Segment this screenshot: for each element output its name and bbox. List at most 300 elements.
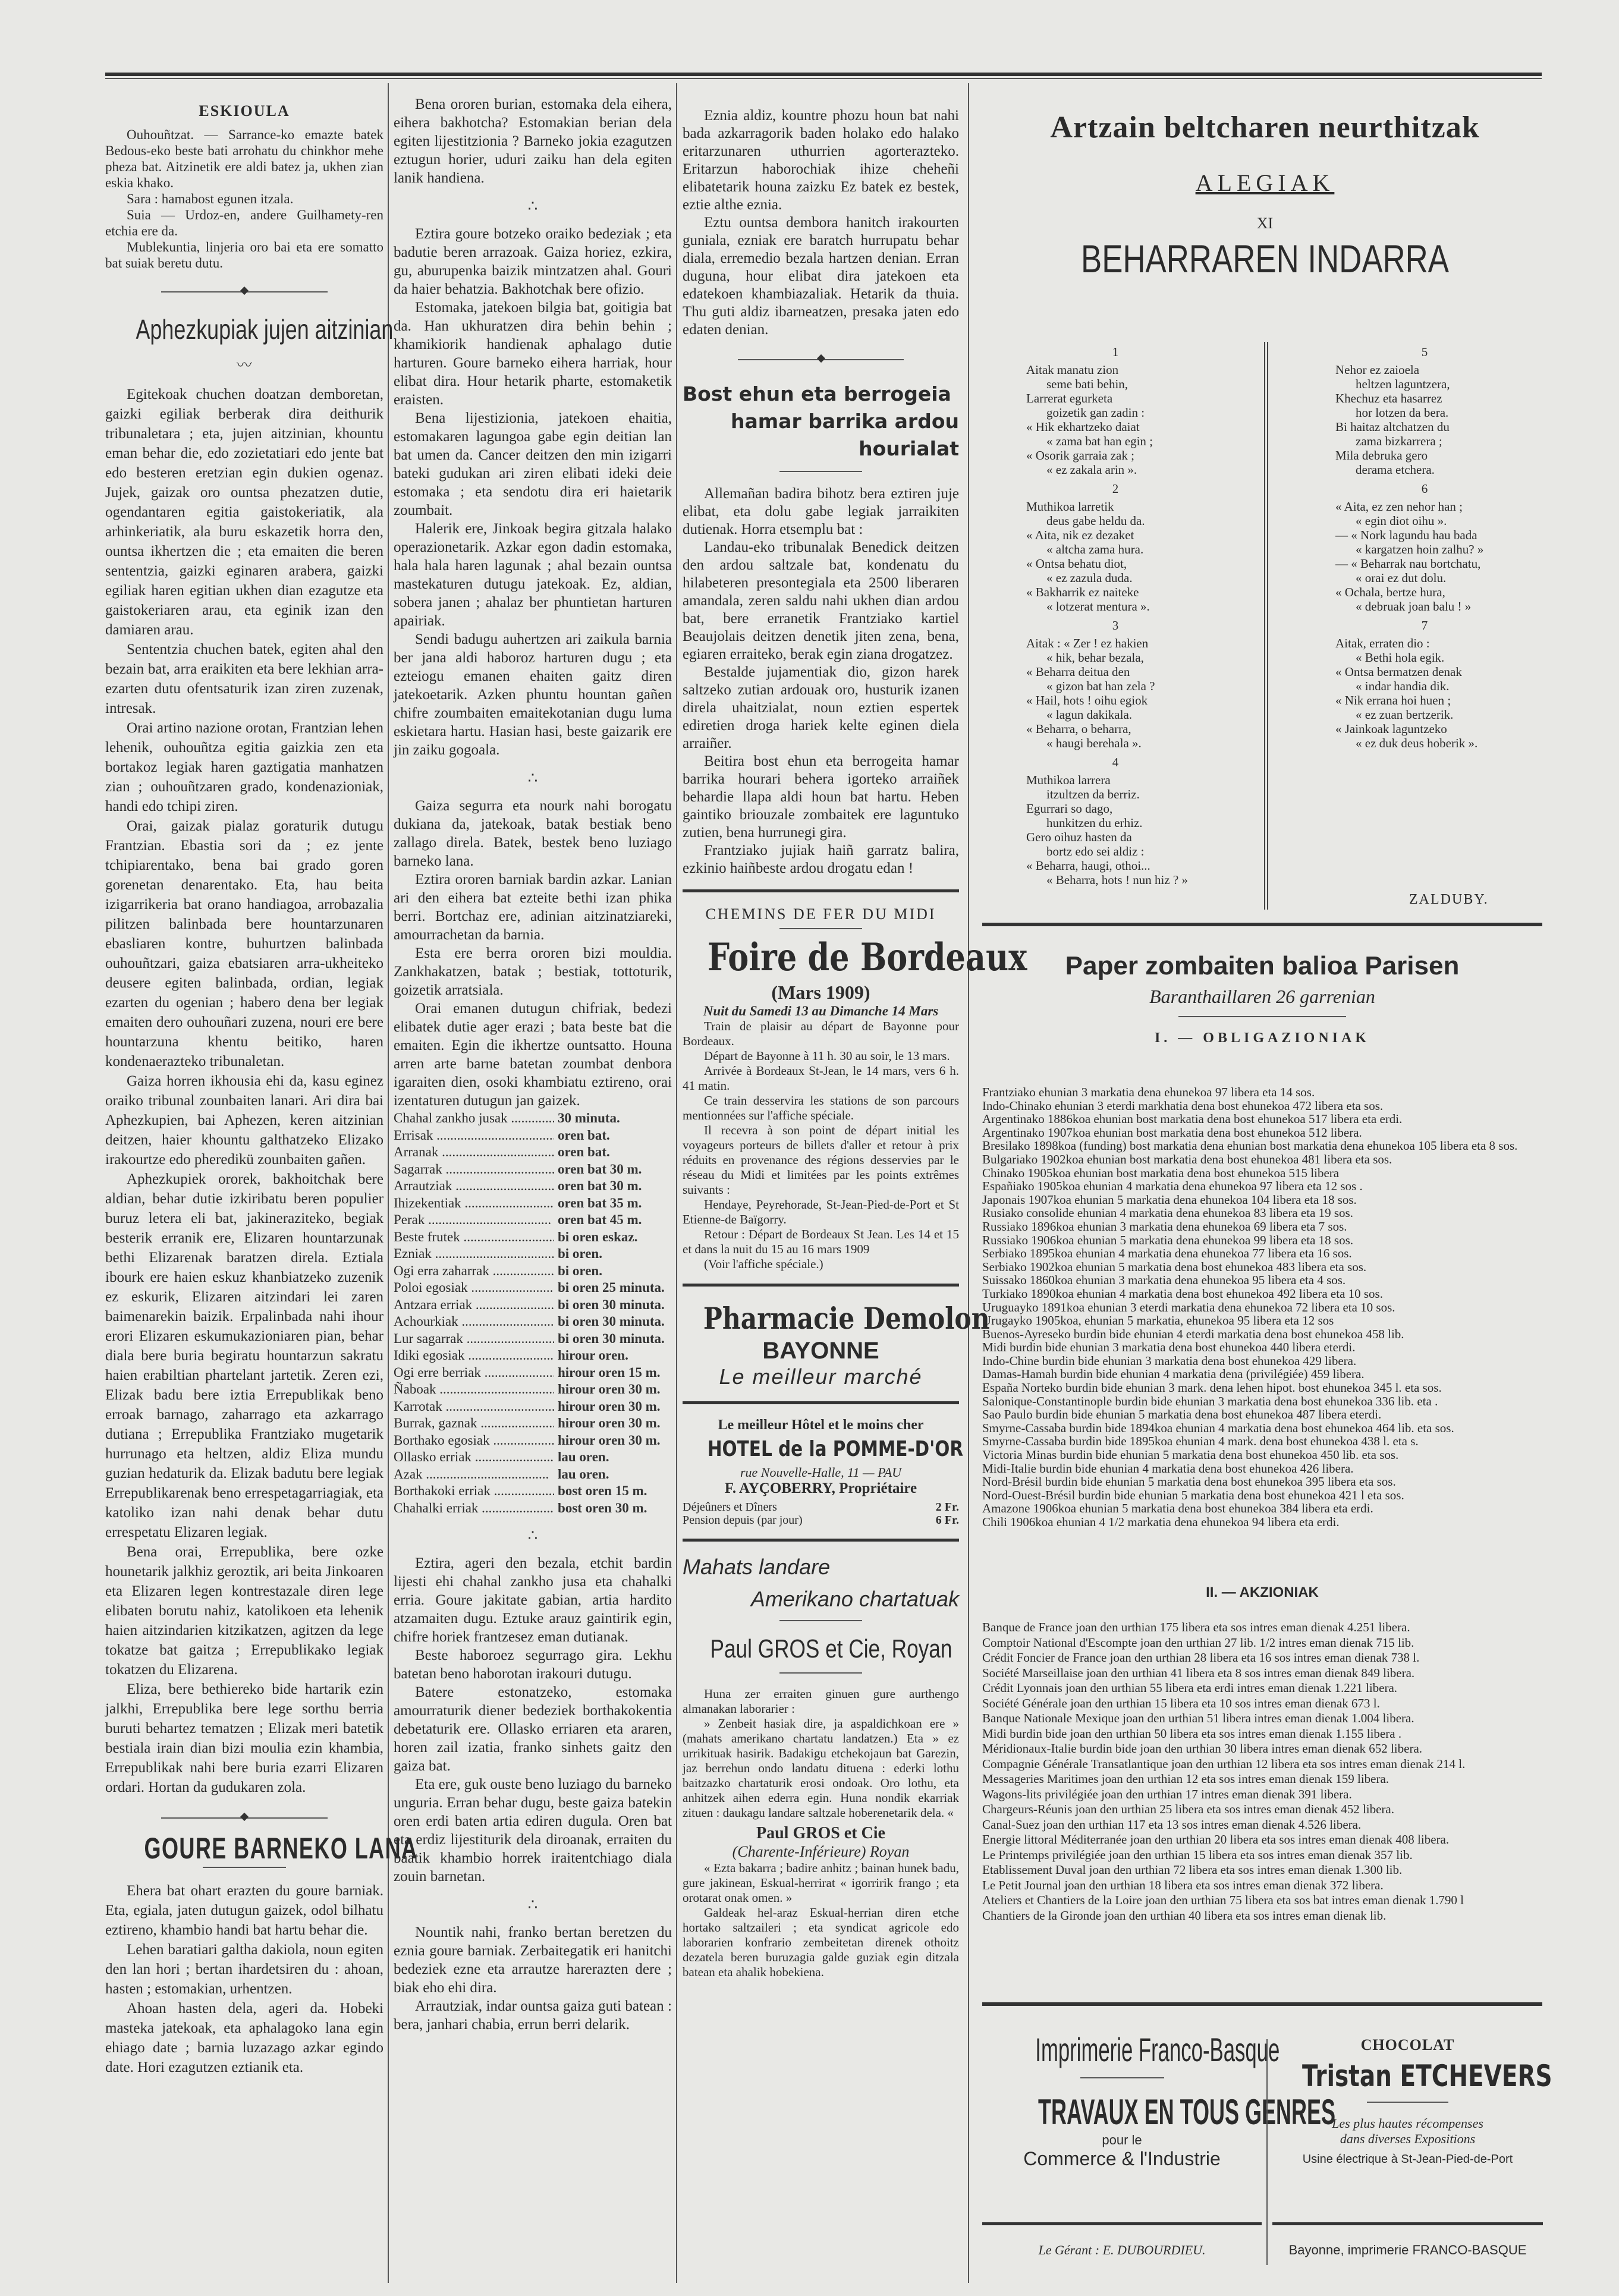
table-row [394,1229,672,1246]
paragraph: Sara : hamabost egunen itzala. [127,191,294,206]
verse-line: « ez duk deus hoberik ». [1356,736,1478,750]
paragraph: Eznia aldiz, kountre phozu houn bat nahi bada azkarragorik baden holako edo halako eritarzunaren uthurrien agorterazteko. Eritarzun haborochiak ihize cheheñi elibatetarik houna zaizku Ez batek ez bestek, eztie althe eznia. [683,108,959,213]
verse-line: — « Nork lagundu hau bada [1335,528,1477,542]
digestion-time: bost oren 30 m. [558,1500,647,1515]
food-name: Achourkiak ..... [394,1313,554,1331]
digestion-time: bi oren 30 minuta. [558,1297,665,1312]
stanza-number: 4 [1112,755,1119,769]
price-entry: Indo-Chine burdin bide ehunian 3 markatia dena bost ehunekoa 429 libera. [982,1353,1357,1368]
paragraph: Galdeak hel-araz Eskual-herrian diren etche hortako saltzaileri ; eta syndicat agricole edo laborarien konfrario zembeitetan direnek othoitz dezatela beren buruzagia galde guziak egin ditzala batean eta ahalik hobekiena. [683,1905,959,1979]
table-row [394,1500,672,1517]
digestion-time: bi oren 30 minuta. [558,1314,665,1329]
ad-divider [1266,2039,1268,2265]
digestion-time: oren bat 30 m. [558,1161,642,1177]
short-rule [1367,2102,1448,2103]
stanza-number: 5 [1421,345,1428,359]
verse-line: « hik, behar bezala, [1046,650,1144,665]
price-entry: Serbiako 1902koa ehunian 5 markatia dena bost ehunekoa 483 libera eta sos. [982,1259,1367,1274]
verse-line: « Bethi hola egik. [1356,650,1445,665]
price-entry: Bulgariako 1902koa ehunian bost markatia dena bost ehunekoa 481 libera eta sos. [982,1152,1392,1166]
price-entry: Midi burdin bide joan den urthian 50 libera eta sos intres eman dienak 1.155 libera . [982,1726,1402,1741]
verse-line: « Beharra, haugi, othoi... [1026,858,1150,873]
paragraph: Eliza, bere bethiereko bide hartarik ezin jalkhi, Errepublika bere lege sorthu berria buruti behartez tematzen ; Elizak meri batetik bestiala irain dian bizi moulia ezin khambia, Errepublikak nahi bere buria ezarri Elizaren ordari. Hortan da gudukaren zola. [105,1681,383,1795]
price-entry: Crédit Foncier de France joan den urthian 28 libera eta 16 sos intres eman dienak 738 l. [982,1650,1420,1665]
article-eskioula [105,127,383,271]
table-row [394,1110,672,1127]
digestion-time: bi oren. [558,1263,602,1278]
poem-column-left [1026,340,1205,887]
food-name: Beste frutek ..... [394,1229,554,1246]
price-entry: Nord-Ouest-Brésil burdin bide ehunian 5 markatia dena bost ehunekoa 421 l eta sos. [982,1487,1404,1502]
table-row [394,1178,672,1195]
price-item: Pension depuis (par jour) [683,1514,803,1527]
digestion-time: hirour oren 30 m. [558,1382,661,1397]
food-name: Errisak ..... [394,1127,554,1144]
article-continued [394,1554,672,1886]
digestion-time-table [394,1110,672,1517]
verse-line: « Ochala, bertze hura, [1335,585,1445,599]
column-divider [388,83,389,2283]
food-name: Chahalki erriak ..... [394,1500,554,1517]
share-price-list [982,1620,1544,1923]
digestion-time: oren bat 30 m. [558,1178,642,1193]
price-entry: Indo-Chinako ehunian 3 eterdi markhatia dena bost ehunekoa 472 libera eta sos. [982,1098,1384,1113]
verse-line: hunkitzen du erhiz. [1046,816,1143,830]
price-entry: Rusiako consolide ehunian 4 markatia dena ehunekoa 83 libera eta 19 sos. [982,1206,1353,1221]
price-entry: Smyrne-Cassaba burdin bide 1895koa ehunian 4 mark. dena bost ehunekoa 438 l. eta s. [982,1434,1419,1449]
masthead-rule [105,73,1542,79]
paragraph: Bena lijestizionia, jatekoen ehaitia, estomakaren lagungoa gabe egin deitian lan bat umen da. Cancer deitzen den min izigarri bateki gudukan ari ziren elibati ideki deie estomaka ; eta sendotu dira eri haietarik zoumbait. [394,410,672,518]
price-entry: Société Marseillaise joan den urthian 41 libera eta 8 sos intres eman dienak 849 libera. [982,1665,1415,1680]
food-name: Ihizekentiak ..... [394,1195,554,1212]
separator: ∴ [527,1527,538,1544]
paragraph: Ehera bat ohart erazten du goure barniak. Eta, egiala, jaten dutugun gaizek, odol bilhatu eztireno, khambio handi bat hartu behar die. [105,1883,383,1938]
paragraph: Orai, gaizak pialaz goraturik dutugu Frantzian. Ebastia sori da ; ez jente tchipiarentako, bena bai grado goren gorenetan denarentako. Eta, hau beita izigarrikeria bat orano handiagoa, arrobazalia pilitzen balinbada bere hountarzunaren ebasliaren kontre, buhurtzen balinbada ouhouñtzari, gaiza ebatsiaren arra-ukheiteko deusere egiten balinbada, ordian, legiak ezarten du ogenian ; habero dena ber legiak emaiten dero ouhouñari zuzena, nouri ere bere hountarzuna khentu beitiko, haren kondenaerazteko tribunaletan. [105,818,383,1070]
bond-price-list [982,1086,1544,1529]
price-entry: Urugayko 1905koa, ehunian 5 markatia, ehunekoa 95 libera eta 12 sos [982,1313,1334,1328]
verse-line: « Hik ekhartzeko daiat [1026,420,1140,434]
ad-subtitle: Nuit du Samedi 13 au Dimanche 14 Mars [703,1004,939,1018]
table-row [394,1279,672,1297]
paragraph: Landau-eko tribunalak Benedick deitzen den ardou saltzale bat, kondenatu du hilabeteren presontegiala eta 2500 liberaren amandala, zeren saldu nahi ukhen dian ardou bat, bere erranetik Frantziako kartiel Beaujolais deitzen denetik jiten zena, bena, egiaren erraiteko, berak egin ziana drogatzez. [683,539,959,662]
verse-line: « Beharra deitua den [1026,665,1130,679]
paragraph: Ahoan hasten dela, ageri da. Hobeki masteka jatekoak, eta aphalagoko lana egin ehiago date ; barnia luzazago azkar egindo date. Hori ezagutzen eztianik eta. [105,2001,383,2075]
digestion-time: bi oren 30 minuta. [558,1331,665,1346]
verse-line: « lotzerat mentura ». [1046,599,1150,614]
verse-line: « Bakharrik ez naiteke [1026,585,1139,599]
verse-line: Muthikoa larrera [1026,773,1111,787]
price-entry: Ateliers et Chantiers de la Loire joan den urthian 75 libera eta sos bat intres eman dienak 1.790 l [982,1893,1464,1907]
verse-line: seme bati behin, [1046,377,1128,391]
price-entry: Méridionaux-Italie burdin bide joan den urthian 30 libera intres eman dienak 652 libera. [982,1741,1423,1756]
ad-owner: F. AYÇOBERRY, Propriétaire [724,1480,917,1496]
title-line: Bost ehun eta berrogeia [683,382,951,405]
digestion-time: bi oren. [558,1246,602,1261]
price-entry: Banque Nationale Mexique joan den urthian 51 libera intres eman dienak 1.004 libera. [982,1711,1414,1725]
food-name: Arrautziak ..... [394,1178,554,1195]
verse-line: heltzen laguntzera, [1356,377,1450,391]
food-name: Karrotak ..... [394,1398,554,1416]
digestion-time: hirour oren 30 m. [558,1432,661,1448]
ad-city: BAYONNE [762,1338,879,1364]
ad-address: Usine électrique à St-Jean-Pied-de-Port [1302,2153,1513,2166]
paragraph: Bena orai, Errepublika, bere ozke hounetarik jalkhiz geroztik, ari beita Jinkoaren eta Elizaren legen kontrestazale diren lege elibaten borutu nahiz, katolikoen eta lehenik haien aitzindarien kitzikatzen, agitzen da lege tokatze bat gaitza ; Errepublikako legiak tokatzen du Elizarena. [105,1544,383,1678]
price-value: 6 Fr. [935,1514,959,1527]
ad-text: Les plus hautes récompenses [1332,2116,1483,2131]
price-entry: Comptoir National d'Escompte joan den urthian 27 lib. 1/2 intres eman dienak 715 lib. [982,1635,1414,1650]
digestion-time: bi oren eskaz. [558,1229,638,1244]
food-name: Azak ..... [394,1466,554,1483]
price-entry: Turkiako 1890koa ehunian 4 markatia dena bost ehunekoa 492 libera eta 10 sos. [982,1286,1383,1301]
series-title: Artzain beltcharen neurthitzak [1050,111,1480,144]
author-signature: ZALDUBY. [1409,892,1489,907]
price-entry: Sao Paulo burdin bide ehunian 5 markatia dena bost ehunekoa 487 libera eterdi. [982,1407,1382,1422]
verse-line: « Jainkoak laguntzeko [1335,722,1447,736]
digestion-time: hirour oren 30 m. [558,1398,661,1414]
section-heading-akzioniak: II. — AKZIONIAK [1206,1584,1319,1600]
price-entry: Buenos-Ayreseko burdin bide ehunian 4 eterdi markatia dena bost ehunekoa 458 lib. [982,1326,1404,1341]
ad-slogan: Le meilleur marché [719,1364,923,1389]
printer-credit: Bayonne, imprimerie FRANCO-BASQUE [1288,2242,1527,2257]
stanza-number: 6 [1421,482,1428,496]
food-name: Antzara erriak ..... [394,1297,554,1314]
verse-line: Mila debruka gero [1335,448,1428,463]
price-entry: Bresilako 1898koa (funding) bost markatia dena ehunian bost markatia dena ehunekoa 105 libera eta 8 sos. [982,1138,1518,1153]
table-row [394,1212,672,1229]
thick-rule [683,889,959,892]
verse-line: « zama bat han egin ; [1046,434,1153,448]
section-title: ALEGIAK [1195,169,1335,196]
paragraph: Halerik ere, Jinkoak begira gitzala halako operazionetarik. Azkar egon dadin estomaka, hala hala haren lagunak ; ahal bezain ountsa mastekaturen dutugu jatekoak. Ez, aldian, sobera janen ; ahalaz ber phuntietan harturen apairiak. [394,521,672,629]
paragraph: Eztira ororen barniak bardin azkar. Lanian ari den eihera bat ezteite bethi izan phika berri. Bortchaz ere, adinian aitzinatziareki, amourrachetan da barnia. [394,872,672,943]
separator: ∴ [527,197,538,215]
table-row [394,1331,672,1348]
food-name: Arranak ..... [394,1144,554,1161]
ad-header: CHEMINS DE FER DU MIDI [705,905,936,923]
paragraph: Train de plaisir au départ de Bayonne pour Bordeaux. [683,1019,959,1048]
digestion-time: oren bat. [558,1144,610,1159]
verse-line: Gero oihuz hasten da [1026,830,1132,844]
stanza-number: 3 [1112,618,1119,633]
price-list [683,1501,959,1527]
paragraph: Lehen baratiari galtha dakiola, noun egiten den lan hori ; bertan ihardetsiren du : ahoan, hasten ; estomakian, urhentzen. [105,1942,383,1997]
verse-line: Bi haitaz altchatzen du [1335,420,1450,434]
price-entry: Energie littoral Méditerranée joan den urthian 20 libera eta sos intres eman dienak 408 libera. [982,1832,1450,1847]
food-name: Ogi erra zaharrak ..... [394,1263,554,1280]
food-name: Perak ..... [394,1212,554,1229]
price-entry: Smyrne-Cassaba burdin bide 1894koa ehunian 4 markatia dena bost ehunekoa 464 lib. eta sos. [982,1420,1454,1435]
paragraph: Estomaka, jatekoen bilgia bat, goitigia bat da. Han ukhuratzen dira behin behin ; khamikiorik handienak aphalago dutie harturen. Goure barneko eihera harriak, hour elibat dira. Hour hetarik pharte, estomaketik eraisten. [394,300,672,408]
table-row [394,1144,672,1161]
price-row [683,1501,959,1514]
paragraph: Arrivée à Bordeaux St-Jean, le 14 mars, vers 6 h. 41 matin. [683,1064,959,1093]
verse-line: Aitak manatu zion [1026,363,1119,377]
article-continued [394,95,672,187]
verse-line: « Aita, nik ez dezaket [1026,528,1134,542]
verse-line: « ez zazula duda. [1046,571,1133,585]
ad-label: CHOCOLAT [1360,2036,1455,2053]
separator: ∴ [527,769,538,787]
digestion-time: bi oren 25 minuta. [558,1280,665,1295]
price-entry: Nord-Brésil burdin bide ehunian 5 markatia dena bost ehunekoa 395 libera eta sos. [982,1474,1396,1489]
verse-line: « Nik errana hoi huen ; [1335,693,1451,707]
price-item: Déjeûners et Dîners [683,1501,777,1514]
price-entry: Chantiers de la Gironde joan den urthian 40 libera eta sos intres eman dienak lib. [982,1908,1387,1923]
verse-line: Nehor ez zaioela [1335,363,1420,377]
ad-firm: Paul GROS et Cie, Royan [710,1634,952,1663]
short-rule [1080,2077,1164,2078]
table-row [394,1415,672,1432]
ad-title: Imprimerie Franco-Basque [1035,2031,1280,2068]
article-continued [394,797,672,1110]
paragraph: Mublekuntia, linjeria oro bai eta ere somatto bat suiak beretu dutu. [105,240,383,271]
digestion-time: hirour oren 30 m. [558,1416,661,1430]
stanza-number: 1 [1112,345,1119,359]
thick-rule [982,2002,1542,2006]
verse-line: itzultzen da berriz. [1046,787,1140,801]
verse-line: « Beharra, o beharra, [1026,722,1131,736]
table-row [394,1381,672,1398]
food-name: Burrak, gaznak ..... [394,1415,554,1432]
thick-rule [683,1401,959,1404]
verse-line: bortz edo sei aldiz : [1046,844,1145,858]
article-continued [394,225,672,759]
ad-chocolat [1272,2036,1552,2166]
thick-rule [683,1284,959,1287]
paragraph: Nountik nahi, franko bertan beretzen du eznia goure barniak. Zerbaitegatik eri hanitchi bedeziek ezne eta arrautze harerazten dere ; biak eho ehi dira. [394,1924,672,1996]
wave-ornament: 〰 [236,357,252,374]
poem-divider [1264,342,1268,910]
digestion-time: bost oren 15 m. [558,1483,647,1498]
ad-imprimerie [982,2030,1336,2170]
paragraph: Aphezkupiek ororek, bakhoitchak bere aldian, behar dutie izkiribatu beren populier buruz letera eli bat, jakineraziteko, begiak besterik erranik ere, Elizaren hountarzunak bethi Elizarenak baratzen direla. Eztiala ibourk ere haien eskuz khanbiatzeko zuzenik ez eskurik, Elizaren aitzindari lei zaren baimenarekin baizik. Erpalinbada nahi ihour erori Elizaren eskumukazioniaren pian, behar diala bere buria begiratu hountarzun sakratu haien erabiltian phartelant jartetik. Zeren ezi, Elizak badu bere iztia Errepublikak beno erroak barnago, zaharrago eta azkarrago dutiana ; Errepublika Frantziako mugetarik hurrunago eta heltzen, aldiz Eliza mundu guzian hedaturik da. Elizak badutu bere legiak Errepublikarenak beno errespetagarriagiak, eta katoliko izan nahi denak behar dutu errespetatu Elizaren legiak. [105,1171,383,1540]
price-entry: Russiako 1896koa ehunian 3 markatia dena ehunekoa 69 libera eta 7 sos. [982,1219,1347,1234]
paragraph: Gaiza segurra eta nourk nahi borogatu dukiana da, jatekoak, batak bestiak beno zallago direla. Batek, bestek beno luziago barneko lana. [394,798,672,869]
price-entry: Salonique-Constantinople burdin bide ehunian 3 markatia dena bost ehunekoa 336 lib. eta . [982,1394,1438,1408]
ad-chemins-de-fer [683,905,1027,1272]
verse-line: « Beharra, hots ! nun hiz ? » [1046,873,1188,887]
article-bost-ehun [683,485,959,877]
paragraph: Suia — Urdoz-en, andere Guilhamety-ren etchia ere da. [105,207,383,238]
paragraph: Il recevra à son point de départ initial les voyageurs porteurs de billets d'aller et retour à prix réduits en provenance des régions desservies par le réseau du Midi et limitées par les points extrêmes suivants : [683,1123,959,1197]
price-entry: Uruguayko 1891koa ehunian 3 eterdi markatia dena ehunekoa 72 libera eta 10 sos. [982,1300,1395,1314]
verse-line: Aitak : « Zer ! ez hakien [1026,636,1149,650]
food-name: Borthako egosiak ..... [394,1432,554,1449]
paragraph: Esta ere berra ororen bizi mouldia. Zankhakatzen, batak ; bestiak, tottoturik, goizetik arratsiala. [394,945,672,998]
price-entry: Le Petit Journal joan den urthian 18 libera eta sos intres eman dienak 372 libera. [982,1877,1384,1892]
verse-line: « orai ez dut dolu. [1356,571,1447,585]
column-divider [968,83,969,2283]
thick-rule [683,1539,959,1542]
table-row [394,1195,672,1212]
paragraph: « Ezta bakarra ; badire anhitz ; bainan hunek badu, gure jakinean, Eskual-herrirat « igorririk frango ; eta orotarat onak omen. » [683,1861,959,1905]
digestion-time: oren bat. [558,1127,610,1143]
paragraph: Egitekoak chuchen doatzan demboretan, gaizki egiliak berberak dira deithurik tribunaletara ; eta, jujen aitzinian, khountu eman behar die, edo zozietatiari edo jente bat edo besteren eretzian egin dukien ogenaz. Jujek, gaizak oro ountsa phezatzen dutie, ogendantaren egitia gaistokeriatik, ala arhinkeriatik, ala buru eskazetik horra den, ountsa ikhertzen die ; eta emaiten die beren sententzia, gaizki eginaren arabera, gaizki egiliak haren egitian ukhen dian ezagutze eta gaistokeriaren arau, eta eginik izan den damiaren arau. [105,386,383,638]
poem-column-right [1335,340,1514,750]
ad-place: (Charente-Inférieure) Royan [732,1843,910,1860]
digestion-time: lau oren. [558,1466,609,1482]
price-entry: Argentinako 1886koa ehunian bost markatia dena bost ehunekoa 517 libera eta erdi. [982,1112,1403,1127]
digestion-time: oren bat 45 m. [558,1212,642,1227]
verse-line: deus gabe heldu da. [1046,514,1145,528]
fable-title: BEHARRAREN INDARRA [1080,237,1450,281]
paper-header [982,951,1542,1046]
article-subtitle: Baranthaillaren 26 garrenian [1149,986,1375,1007]
price-row [683,1514,959,1527]
paragraph: Arrautziak, indar ountsa gaiza guti batean : bera, janhari chabia, errun berri delarik. [394,1998,672,2033]
digestion-time: lau oren. [558,1449,609,1464]
paragraph: Huna zer erraiten ginuen gure aurthengo almanakan laborarier : [683,1687,959,1716]
ad-address: rue Nouvelle-Halle, 11 — PAU [740,1465,902,1480]
verse-line: Khechuz eta hasarrez [1335,391,1442,405]
ad-body [683,1687,959,1820]
short-rule [1178,1016,1347,1017]
ad-title: Pharmacie Demolon [703,1301,990,1336]
price-entry: Messageries Maritimes joan den urthian 12 eta sos intres eman dienak 159 libera. [982,1772,1389,1786]
column-3 [683,107,1027,1980]
verse-line: zama bizkarrera ; [1356,434,1442,448]
verse-line: « Hail, hots ! oihu egiok [1026,693,1148,707]
verse-line: « ez zakala arin ». [1046,463,1137,477]
title-line: hamar barrika ardou hourialat [731,410,959,460]
section-heading-obligazioniak: I. — OBLIGAZIONIAK [1154,1030,1370,1046]
short-rule [203,1867,286,1868]
ornamental-divider [161,291,328,292]
ad-works: TRAVAUX EN TOUS GENRES [1038,2092,1336,2132]
paragraph: » Zenbeit hasiak dire, ja aspaldichkoan ere » (mahats amerikano chartatu landatzen.) Eta » ez urrikituak hasirik. Badakigu etchekojaun bat Garezin, jaz berrehun ondo landatu dituena : ederki lothu baitzazko chartaturik erosi ondoak. Oro lothu, eta anhitzek aihen ederra egin. Huna nondik ekarriak zituen : daukagu landare saltzale hoberenetarik dela. « [683,1716,959,1820]
column-divider [676,83,677,2283]
verse-line: — « Beharrak nau bortchatu, [1335,556,1481,571]
verse-line: « ez zuan bertzerik. [1356,707,1454,722]
paragraph: Eztu ountsa dembora hanitch irakourten guniala, ezniak ere baratch hurrupatu behar diala, erremedio bezala hartzen denian. Erran duguna, hour elibat dira jatekoen eta edatekoen khambiazaliak. Hetarik da thuia. Thu guti aldiz ibarneatzen, presaka jaten edo edaten denian. [683,215,959,338]
paragraph: Retour : Départ de Bordeaux St Jean. Les 14 et 15 et dans la nuit du 15 au 16 mars 1909 [683,1227,959,1256]
ad-body [683,1019,959,1272]
short-rule [779,1672,863,1674]
paragraph: Beitira bost ehun eta berrogeita hamar barrika hourari behera igorteko arraiñek behardie llapa aldi houn bat hartu. Heben gaintiko briouzale zombaitek ere laguntuko zutien, bena hurrunegi gira. [683,753,959,841]
paragraph: Eztira, ageri den bezala, etchit bardin lijesti ehi chahal zankho jusa eta chahalki erria. Goure jakitate gabian, artia hardito atzamaiten dugu. Eztuke arauz gaintirik egin, chifre horiek frantzesez eman dutianak. [394,1555,672,1645]
paragraph: (Voir l'affiche spéciale.) [704,1257,823,1271]
thick-rule [982,2222,1262,2225]
article-title-bost-ehun [683,380,959,463]
verse-line: « egin diot oihu ». [1356,514,1447,528]
verse-line: « gizon bat han zela ? [1046,679,1155,693]
price-entry: España Norteko burdin bide ehunian 3 mark. dena lehen hipot. bost ehunekoa 345 l. eta sos. [982,1380,1442,1395]
verse-line: « Osorik garraia zak ; [1026,448,1134,463]
price-entry: Suissako 1860koa ehunian 3 markatia dena ehunekoa 95 libera eta 4 sos. [982,1273,1346,1288]
paragraph: Gaiza horren ikhousia ehi da, kasu eginez oraiko tribunal zounbaiten lanari. Ari dira bai Aphezkupien, bai Aphezen, keren aitzinian deitzen, haier khountu galthatzeko Elizako irakourtze edo pheredikü zounbaiten gañen. [105,1073,383,1168]
price-entry: Russiako 1906koa ehunian 5 markatia dena ehunekoa 99 libera eta 18 sos. [982,1232,1353,1247]
thick-rule [982,923,1542,926]
price-entry: Serbiako 1895koa ehunian 4 markatia dena ehunekoa 77 libera eta 16 sos. [982,1246,1352,1261]
paragraph: Bestalde jujamentiak dio, gizon harek saltzeko zutian ardouak oro, husturik izanen direla uhaitzialat, noun eztien espertek ediretien droga hariek kelte eginen diela arraiñer. [683,664,959,751]
paragraph: Ce train desservira les stations de son parcours mentionnées sur l'affiche spéciale. [683,1093,959,1122]
article-continued [394,1923,672,2034]
table-row [394,1263,672,1280]
article-title-barneko-lana: GOURE BARNEKO LANA [144,1832,418,1865]
food-name: Ezniak ..... [394,1245,554,1263]
price-entry: Chinako 1905koa ehunian bost markatia dena bost ehunekoa 515 libera [982,1165,1340,1180]
price-entry: Midi burdin bide ehunian 3 markatia dena bost ehunekoa 440 libera eterdi. [982,1340,1356,1355]
price-entry: Españiako 1905koa ehunian 4 markatia dena ehunekoa 97 libera eta 12 sos . [982,1179,1363,1194]
ad-title: HOTEL de la POMME-D'OR [707,1437,964,1461]
table-row [394,1483,672,1500]
verse-line: « haugi berehala ». [1046,736,1142,750]
ad-tagline: Le meilleur Hôtel et le moins cher [718,1417,924,1433]
verse-line: goizetik gan zadin : [1046,405,1145,420]
verse-line: « Ontsa behatu diot, [1026,556,1127,571]
verse-line: « kargatzen hoin zalhu? » [1356,542,1484,556]
thick-rule [1272,2222,1543,2225]
price-entry: Compagnie Générale Transatlantique joan den urthian 12 libera eta sos intres eman dienak 214 l. [982,1756,1466,1771]
short-rule [779,928,863,929]
table-row [394,1127,672,1144]
price-entry: Etablissement Duval joan den urthian 72 libera eta sos intres eman dienak 1.300 lib. [982,1863,1403,1877]
verse-line: « altcha zama hura. [1046,542,1144,556]
paragraph: Ouhouñtzat. — Sarrance-ko emazte batek Bedous-eko beste bati arrohatu du chinkhor mehe pheza bat. Aitzinetik ere aldi batez ja, ukhen zian eskia khako. [105,127,383,190]
separator: ∴ [527,1896,538,1913]
table-row [394,1364,672,1382]
verse-line: « indar handia dik. [1356,679,1450,693]
stanza-number: 7 [1421,618,1428,633]
verse-line: Larrerat egurketa [1026,391,1113,405]
paragraph: Hendaye, Peyrehorade, St-Jean-Pied-de-Port et St Etienne-de Baïgorry. [683,1197,959,1226]
ad-sector: Commerce & l'Industrie [1023,2148,1221,2169]
price-entry: Banque de France joan den urthian 175 libera eta sos intres eman dienak 4.251 libera. [982,1620,1410,1634]
column-2 [394,95,672,2034]
table-row [394,1297,672,1314]
paragraph: Orai emanen dutugun chifriak, bedezi elibatek dutie ager erazi ; bata beste bat die emaiten. Egin die ikhertze ountsatto. Houna arren arte barne batetan zoumbat denbora igaraiten dien, osoki khambiatu eztireno, orai izentaturen dutugun jan gaizek. [394,1001,672,1109]
food-name: Lur sagarrak ..... [394,1331,554,1348]
price-entry: Le Printemps privilégiée joan den urthian 15 libera eta sos intres eman dienak 357 lib. [982,1847,1413,1862]
article-title-aphezkupiak: Aphezkupiak jujen aitzinian [136,314,394,345]
table-row [394,1466,672,1483]
section-heading-eskioula: ESKIOULA [199,102,290,119]
article-barneko-lana [105,1881,383,2077]
price-entry: Victoria Minas burdin bide ehunian 5 markatia dena bost ehunekoa 450 lib. eta sos. [982,1448,1399,1462]
price-entry: Frantziako ehunian 3 markatia dena ehunekoa 97 libera eta 14 sos. [982,1085,1315,1099]
paragraph: Frantziako jujiak haiñ garratz balira, ezkinio haiñbeste ardou drogatu edan ! [683,842,959,876]
price-value: 2 Fr. [935,1501,959,1514]
price-entry: Chargeurs-Réunis joan den urthian 25 libera eta sos intres eman dienak 452 libera. [982,1802,1394,1816]
table-row [394,1432,672,1449]
verse-line: Egurrari so dago, [1026,801,1113,816]
alegiak-header [987,110,1543,281]
price-entry: Wagons-lits privilégiée joan den urthian 17 intres eman dienak 391 libera. [982,1787,1352,1801]
paragraph: Départ de Bayonne à 11 h. 30 au soir, le 13 mars. [704,1049,950,1063]
ad-title: Foire de Bordeaux [707,935,1027,980]
ad-title: Mahats landare [683,1555,831,1579]
price-entry: Midi-Italie burdin bide ehunian 4 markatia dena bost ehunekoa 426 libera. [982,1461,1354,1476]
verse-line: « debruak joan balu ! » [1356,599,1472,614]
verse-line: « lagun dakikala. [1046,707,1133,722]
price-entry: Chili 1906koa ehunian 4 1/2 markatia dena ehunekoa 94 libera eta erdi. [982,1515,1340,1529]
ad-hotel [683,1417,964,1527]
digestion-time: 30 minuta. [558,1111,620,1125]
manager-credit: Le Gérant : E. DUBOURDIEU. [1038,2242,1206,2257]
ornamental-divider [161,1817,328,1819]
food-name: Poloi egosiak ..... [394,1279,554,1297]
ad-pharmacie [683,1300,990,1389]
ad-body [683,1861,959,1980]
table-row [394,1161,672,1178]
ad-title: Amerikano chartatuak [750,1587,959,1611]
paragraph: Bena ororen burian, estomaka dela eihera, eihera bakhotcha? Estomakian berian dela egiten lijestitzionia ? Barneko jokia ezagutzen eztugun horier, uduri zaiku han dela egiten lanik handiena. [394,96,672,186]
verse-line: « Ontsa bermatzen denak [1335,665,1462,679]
stanza-number: 2 [1112,482,1119,496]
fable-number: XI [1256,215,1274,232]
food-name: Ogi erre berriak ..... [394,1364,554,1382]
article-aphezkupiak [105,385,383,1797]
